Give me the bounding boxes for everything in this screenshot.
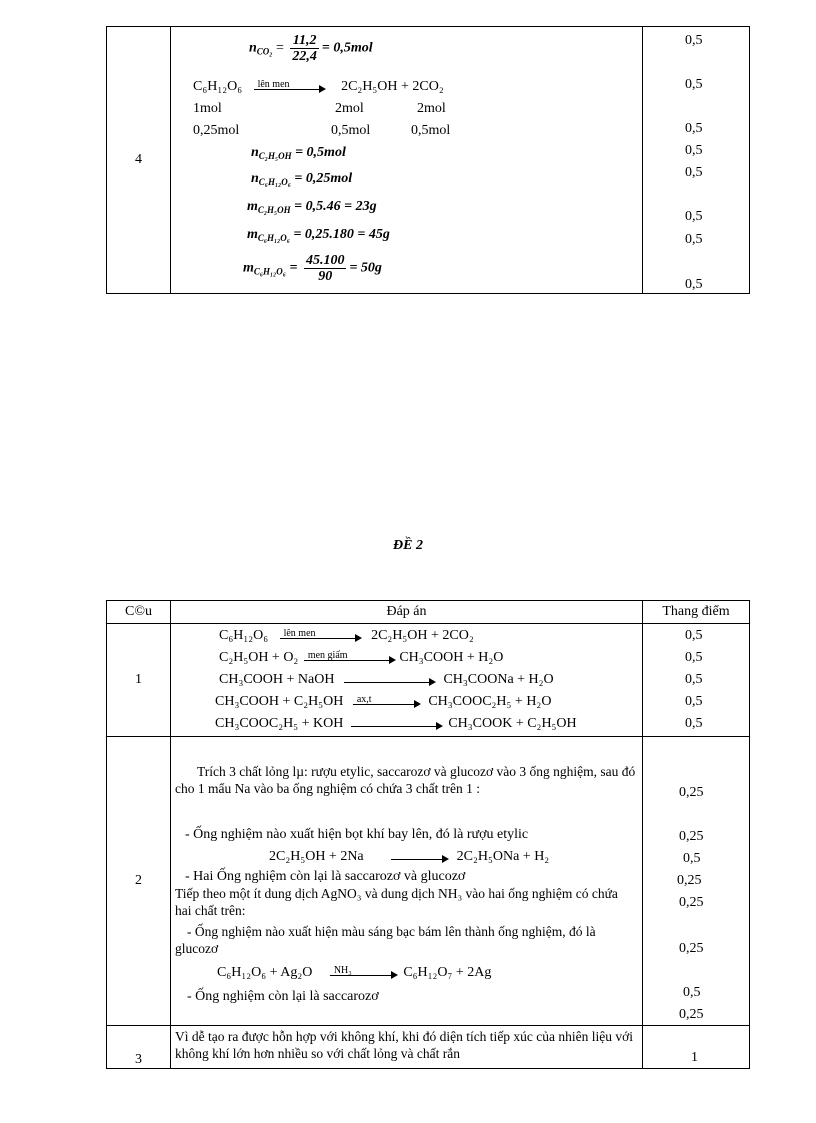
section-title: ĐỀ 2: [393, 538, 423, 553]
m-final-line: $m_{C_6H_{12}O_6}$ = $\frac{45.100}{90}$ = 50g: [243, 253, 382, 284]
n-c2h5oh-line: $n_{C_2H_5OH} = 0,5mol$: [251, 145, 346, 161]
question-number: 3: [107, 1026, 171, 1069]
reaction-3: CH₃COOH + NaOH CH₃COONa + H₂O: [219, 672, 554, 687]
points-cell: [643, 737, 750, 1026]
fermentation-reaction: C₆H₁₂O₆ lên men 2C₂H₅OH + 2CO₂: [193, 78, 444, 94]
points-cell: [643, 624, 750, 737]
reaction-1: C₆H₁₂O₆ lên men 2C₂H₅OH + 2CO₂: [219, 627, 474, 643]
answer-table-2: [106, 600, 750, 1069]
step-1-text: Trích 3 chất lỏng lµ: rượu etylic, saccarozơ và glucozơ vào 3 ống nghiệm, sau đó cho 1 mẩu Na vào ba ống nghiệm có chứa 3 chất trên 1 :: [175, 764, 636, 796]
points-value: 0,5: [685, 77, 703, 92]
points-value: 0,5: [685, 650, 703, 665]
points-value: 0,5: [685, 672, 703, 687]
question-number: 4: [107, 27, 171, 294]
mol-row-2a: 0,25mol: [193, 123, 240, 138]
n-c6h12o6-line: $n_{C_6H_{12}O_6} = 0,25mol$: [251, 171, 353, 187]
step-5-text: - Ống nghiệm nào xuất hiện màu sáng bạc bám lên thành ống nghiệm, đó là glucozơ: [175, 924, 596, 956]
points-value: 0,5: [685, 694, 703, 709]
points-value: 0,5: [685, 209, 703, 224]
points-value: 0,25: [679, 1007, 704, 1022]
mol-row-2c: 0,5mol: [411, 123, 451, 138]
points-value: 0,5: [685, 33, 703, 48]
points-value: 0,5: [685, 121, 703, 136]
points-value: 0,5: [685, 716, 703, 731]
points-value: 1: [691, 1050, 698, 1065]
reaction-arrow: lên men: [254, 80, 324, 94]
points-value: 0,5: [685, 143, 703, 158]
mol-row-1c: 2mol: [417, 101, 446, 116]
step-4-text: Tiếp theo một ít dung dịch AgNO₃ và dung dịch NH₃ vào hai ống nghiệm có chứa hai chất trên:: [175, 886, 618, 918]
points-value: 0,25: [679, 785, 704, 800]
answer-cell: [171, 1026, 643, 1069]
answer-cell: [171, 737, 643, 1026]
points-value: 0,25: [679, 829, 704, 844]
reaction-na: 2C₂H₅OH + 2Na 2C₂H₅ONa + H₂: [269, 849, 550, 864]
reaction-4: CH₃COOH + C₂H₅OH ax,t CH₃COOC₂H₅ + H₂O: [215, 693, 552, 709]
m-c6h12o6-line: $m_{C_6H_{12}O_6} = 0,25.180 = 45g$: [247, 227, 390, 243]
points-value: 0,25: [679, 941, 704, 956]
answer-table-1: [106, 26, 750, 294]
nco2-line: $n_{CO_2}$ = $\frac{11,2}{22,4}$ = 0,5mol: [249, 33, 373, 64]
points-cell: [643, 27, 750, 294]
question-number: 2: [107, 737, 171, 1026]
question-number: 1: [107, 624, 171, 737]
points-value: 0,5: [683, 985, 701, 1000]
mol-row-1a: 1mol: [193, 101, 222, 116]
step-3-text: - Hai Ống nghiệm còn lại là saccarozơ và glucozơ: [185, 869, 466, 884]
points-value: 0,5: [685, 277, 703, 292]
mol-row-1b: 2mol: [335, 101, 364, 116]
points-value: 0,25: [679, 895, 704, 910]
header-points: Thang điểm: [643, 601, 750, 624]
points-value: 0,5: [683, 851, 701, 866]
reaction-2: C₂H₅OH + O₂ men giấm CH₃COOH + H₂O: [219, 649, 504, 665]
step-2-text: - Ống nghiệm nào xuất hiện bọt khí bay lên, đó là rượu etylic: [185, 827, 529, 842]
points-value: 0,25: [677, 873, 702, 888]
header-question: C©u: [107, 601, 171, 624]
answer-cell: [171, 27, 643, 294]
q3-text: Vì dễ tạo ra được hỗn hợp với không khí, khi đó diện tích tiếp xúc của nhiên liệu với không khí lớn hơn nhiều so với chất lỏng và chất rắn: [175, 1029, 634, 1061]
step-6-text: - Ống nghiệm còn lại là saccarozơ: [187, 989, 379, 1004]
mol-row-2b: 0,5mol: [331, 123, 371, 138]
points-value: 0,5: [685, 628, 703, 643]
m-c2h5oh-line: $m_{C_2H_5OH} = 0,5.46 = 23g$: [247, 199, 377, 215]
points-value: 0,5: [685, 165, 703, 180]
header-answer: Đáp án: [171, 601, 643, 624]
reaction-5: CH₃COOC₂H₅ + KOH CH₃COOK + C₂H₅OH: [215, 716, 577, 731]
reaction-silver: C₆H₁₂O₆ + Ag₂O NH₃ C₆H₁₂O₇ + 2Ag: [217, 964, 492, 980]
answer-cell: [171, 624, 643, 737]
points-cell: [643, 1026, 750, 1069]
points-value: 0,5: [685, 232, 703, 247]
